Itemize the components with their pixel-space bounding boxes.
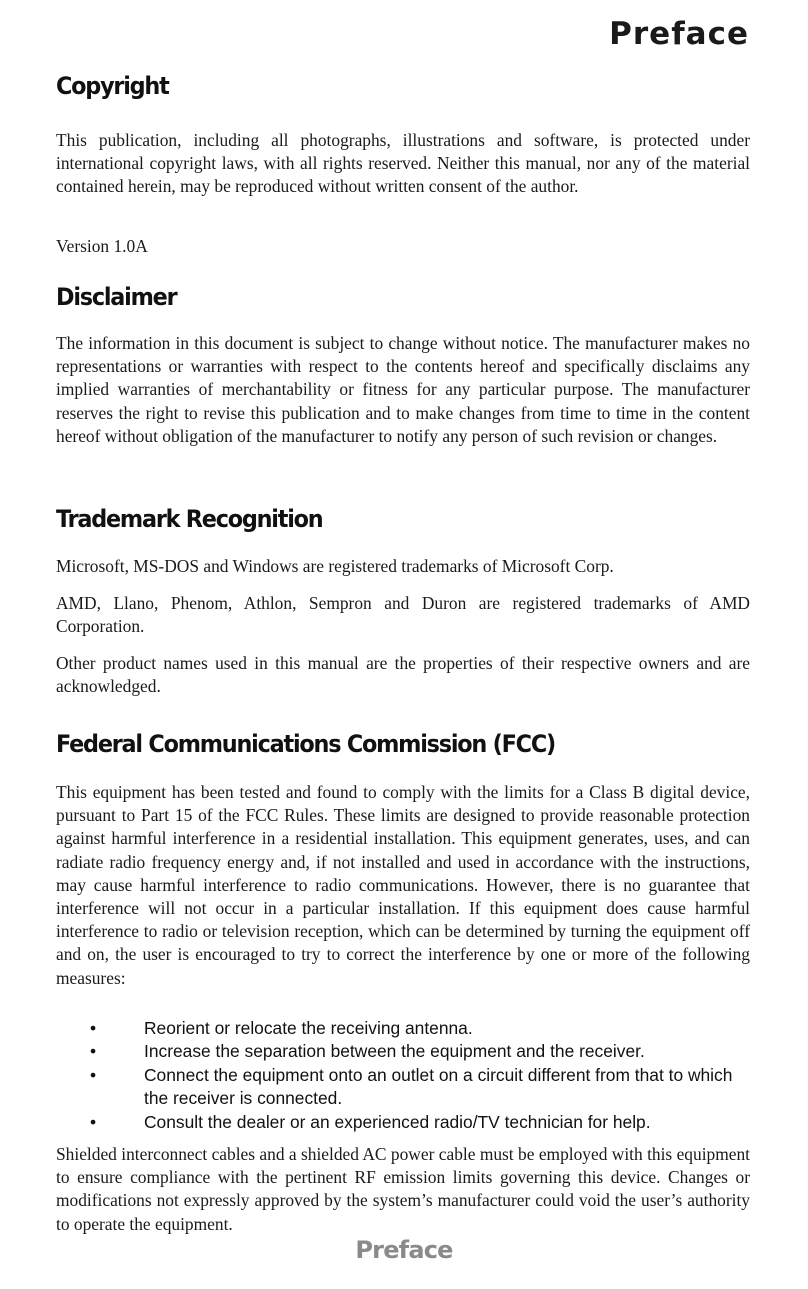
version-text: Version 1.0A [56, 236, 148, 256]
trademark-heading: Trademark Recognition [56, 505, 323, 533]
disclaimer-paragraph: The information in this document is subject to change without notice. The manufacturer makes no representations or warranties with respect to the contents hereof and specifically disclaims any implied warranties of merchantability or fitness for any particular purpose. The manufacturer reserves the right to revise this publication and to make changes from time to time in the content hereof without obligation of the manufacturer to notify any person of such revision or changes. [56, 333, 750, 446]
bullet-icon: • [90, 1018, 97, 1038]
bullet-icon: • [90, 1111, 97, 1132]
bullet-icon: • [90, 1064, 97, 1085]
list-item-text: Reorient or relocate the receiving antenna. [144, 1018, 473, 1038]
disclaimer-heading: Disclaimer [56, 283, 177, 311]
list-item [56, 1064, 750, 1111]
copyright-heading: Copyright [56, 72, 169, 100]
bullet-icon: • [90, 1041, 97, 1062]
list-item [56, 1017, 750, 1040]
running-header-title: Preface [609, 16, 749, 52]
copyright-paragraph: This publication, including all photographs, illustrations and software, is protected under international copyright laws, with all rights reserved. Neither this manual, nor any of the material contained herein, may be reproduced without written consent of the author. [56, 130, 750, 197]
trademark-paragraph-1: Microsoft, MS-DOS and Windows are registered trademarks of Microsoft Corp. [56, 556, 614, 576]
trademark-paragraph-2: AMD, Llano, Phenom, Athlon, Sempron and Duron are registered trademarks of AMD Corporation. [56, 593, 750, 637]
list-item-text: Consult the dealer or an experienced radio/TV technician for help. [144, 1111, 651, 1132]
fcc-heading: Federal Communications Commission (FCC) [56, 730, 556, 758]
list-item-text: Increase the separation between the equipment and the receiver. [144, 1041, 645, 1062]
fcc-measures-list [56, 1017, 750, 1134]
list-item [56, 1111, 750, 1134]
list-item-text: Connect the equipment onto an outlet on a circuit different from that to which the receiver is connected. [144, 1064, 733, 1109]
footer-title: Preface [355, 1236, 453, 1264]
trademark-paragraph-3: Other product names used in this manual are the properties of their respective owners and are acknowledged. [56, 653, 750, 697]
list-item [56, 1040, 750, 1063]
fcc-closing-paragraph: Shielded interconnect cables and a shielded AC power cable must be employed with this equipment to ensure compliance with the pertinent RF emission limits governing this device. Changes or modifications not expressly approved by the system’s manufacturer could void the user’s authority to operate the equipment. [56, 1144, 750, 1234]
fcc-paragraph: This equipment has been tested and found to comply with the limits for a Class B digital device, pursuant to Part 15 of the FCC Rules. These limits are designed to provide reasonable protection against harmful interference in a residential installation. This equipment generates, uses, and can radiate radio frequency energy and, if not installed and used in accordance with the instructions, may cause harmful interference to radio communications. However, there is no guarantee that interference will not occur in a particular installation. If this equipment does cause harmful interference to radio or television reception, which can be determined by turning the equipment off and on, the user is encouraged to try to correct the interference by one or more of the following measures: [56, 782, 750, 988]
